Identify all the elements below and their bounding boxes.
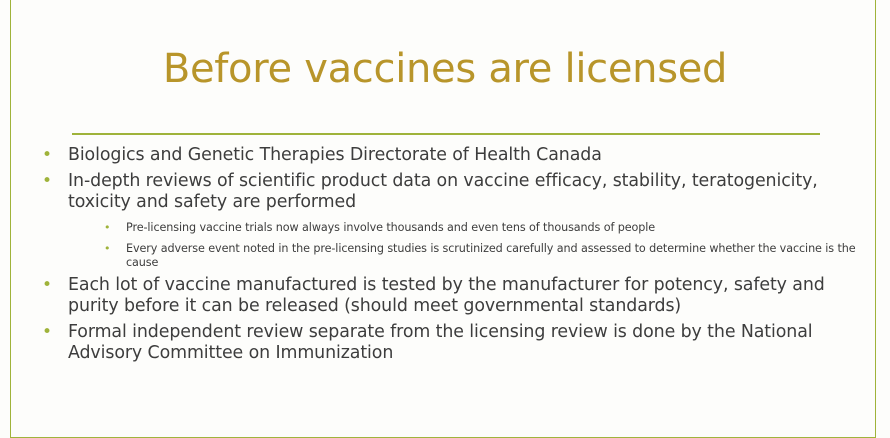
bullet-text: In-depth reviews of scientific product data on vaccine efficacy, stability, teratogenicity, toxicity and safety are performed [68, 171, 818, 212]
sub-bullet-text: Every adverse event noted in the pre-licensing studies is scrutinized carefully and assessed to determine whether the vaccine is the cause [126, 242, 856, 269]
bullet-dot-icon: • [42, 322, 52, 342]
bullet-text: Each lot of vaccine manufactured is tested by the manufacturer for potency, safety and purity before it can be released (should meet governmental standards) [68, 275, 825, 316]
sub-bullet-item [104, 221, 862, 235]
bullet-item [42, 275, 862, 317]
sub-bullet-item [104, 242, 862, 270]
bullet-text: Biologics and Genetic Therapies Directorate of Health Canada [68, 145, 602, 165]
bullet-item [42, 145, 862, 166]
bullet-text: Formal independent review separate from the licensing review is done by the National Advisory Committee on Immunization [68, 322, 813, 363]
bullet-dot-icon: • [42, 145, 52, 165]
sub-bullet-text: Pre-licensing vaccine trials now always involve thousands and even tens of thousands of people [126, 221, 656, 234]
title-divider [72, 133, 820, 135]
slide-title: Before vaccines are licensed [162, 46, 728, 92]
sub-bullet-list [104, 221, 862, 270]
bullet-dot-icon: • [42, 171, 52, 191]
bullet-item [42, 322, 862, 364]
bullet-item [42, 171, 862, 213]
bullet-list [42, 145, 862, 364]
sub-bullet-dot-icon: • [104, 221, 111, 234]
sub-bullet-dot-icon: • [104, 242, 111, 255]
bullet-dot-icon: • [42, 275, 52, 295]
